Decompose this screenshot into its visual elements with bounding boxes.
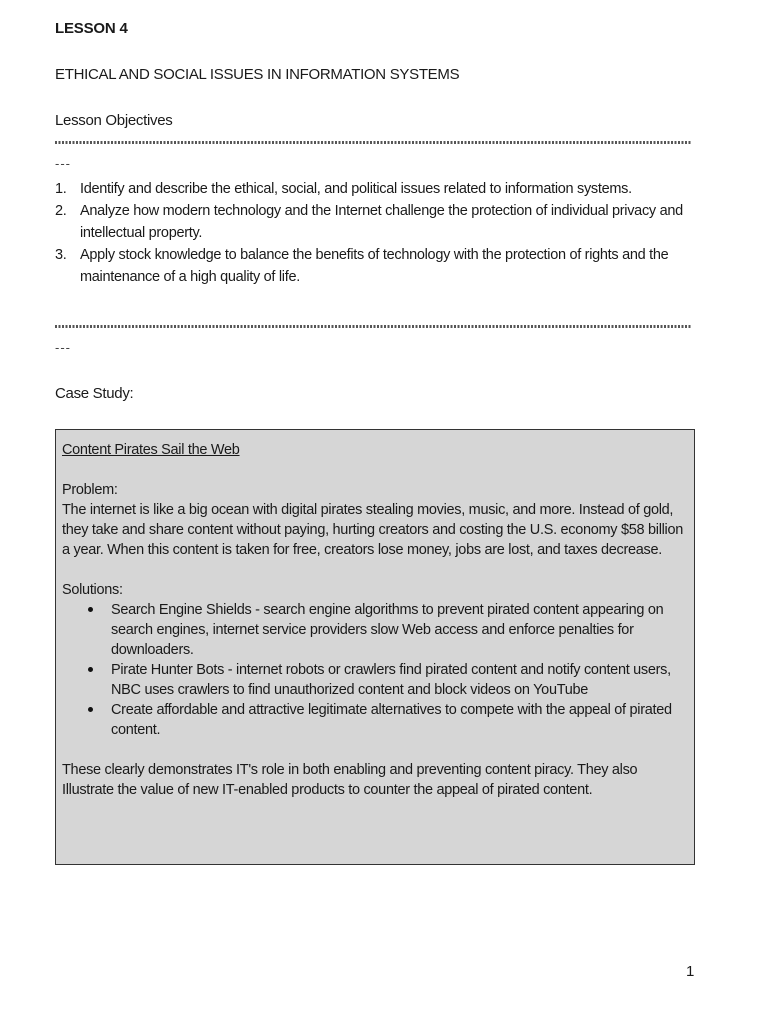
lesson-number: LESSON 4 — [55, 20, 128, 37]
objective-item — [55, 178, 691, 200]
objectives-list — [55, 178, 691, 288]
solution-text: Pirate Hunter Bots - internet robots or crawlers find pirated content and notify content users, NBC uses crawlers to find unauthorized content and block videos on YouTube — [111, 662, 671, 698]
dashed-divider-top-tail: --- — [55, 156, 71, 171]
case-study-title: Content Pirates Sail the Web — [62, 442, 240, 458]
dashed-divider-top — [55, 141, 691, 144]
objective-text: Identify and describe the ethical, social, and political issues related to information systems. — [80, 181, 632, 197]
problem-label: Problem: — [62, 482, 118, 498]
dashed-divider-bottom-tail: --- — [55, 340, 71, 355]
solution-item — [62, 600, 688, 660]
solutions-label: Solutions: — [62, 582, 123, 598]
problem-text: The internet is like a big ocean with digital pirates stealing movies, music, and more. Instead of gold, they take and share content without paying, hurting creators and costing the U.S. economy $58 billion a year. When this content is taken for free, creators lose money, jobs are lost, and taxes decrease. — [62, 502, 683, 558]
lesson-title: ETHICAL AND SOCIAL ISSUES IN INFORMATION SYSTEMS — [55, 66, 460, 83]
solution-item — [62, 660, 688, 700]
objective-number: 1. — [55, 181, 67, 197]
bullet-icon — [88, 667, 93, 672]
objective-number: 3. — [55, 247, 67, 263]
case-study-heading: Case Study: — [55, 385, 134, 402]
conclusion-text: These clearly demonstrates IT's role in both enabling and preventing content piracy. They also Illustrate the value of new IT-enabled products to counter the appeal of pirated content. — [62, 762, 638, 798]
objective-text: Apply stock knowledge to balance the benefits of technology with the protection of rights and the maintenance of a high quality of life. — [80, 247, 669, 285]
objective-text: Analyze how modern technology and the Internet challenge the protection of individual privacy and intellectual property. — [80, 203, 683, 241]
solutions-list — [62, 600, 688, 740]
objective-item — [55, 244, 691, 288]
bullet-icon — [88, 607, 93, 612]
page-number: 1 — [686, 963, 695, 980]
dashed-divider-bottom — [55, 325, 691, 328]
solution-item — [62, 700, 688, 740]
objective-number: 2. — [55, 203, 67, 219]
objective-item — [55, 200, 691, 244]
case-study-box — [55, 429, 695, 865]
objectives-heading: Lesson Objectives — [55, 112, 173, 129]
bullet-icon — [88, 707, 93, 712]
solution-text: Create affordable and attractive legitimate alternatives to compete with the appeal of pirated content. — [111, 702, 672, 738]
solution-text: Search Engine Shields - search engine algorithms to prevent pirated content appearing on search engines, internet service providers slow Web access and enforce penalties for downloaders. — [111, 602, 664, 658]
